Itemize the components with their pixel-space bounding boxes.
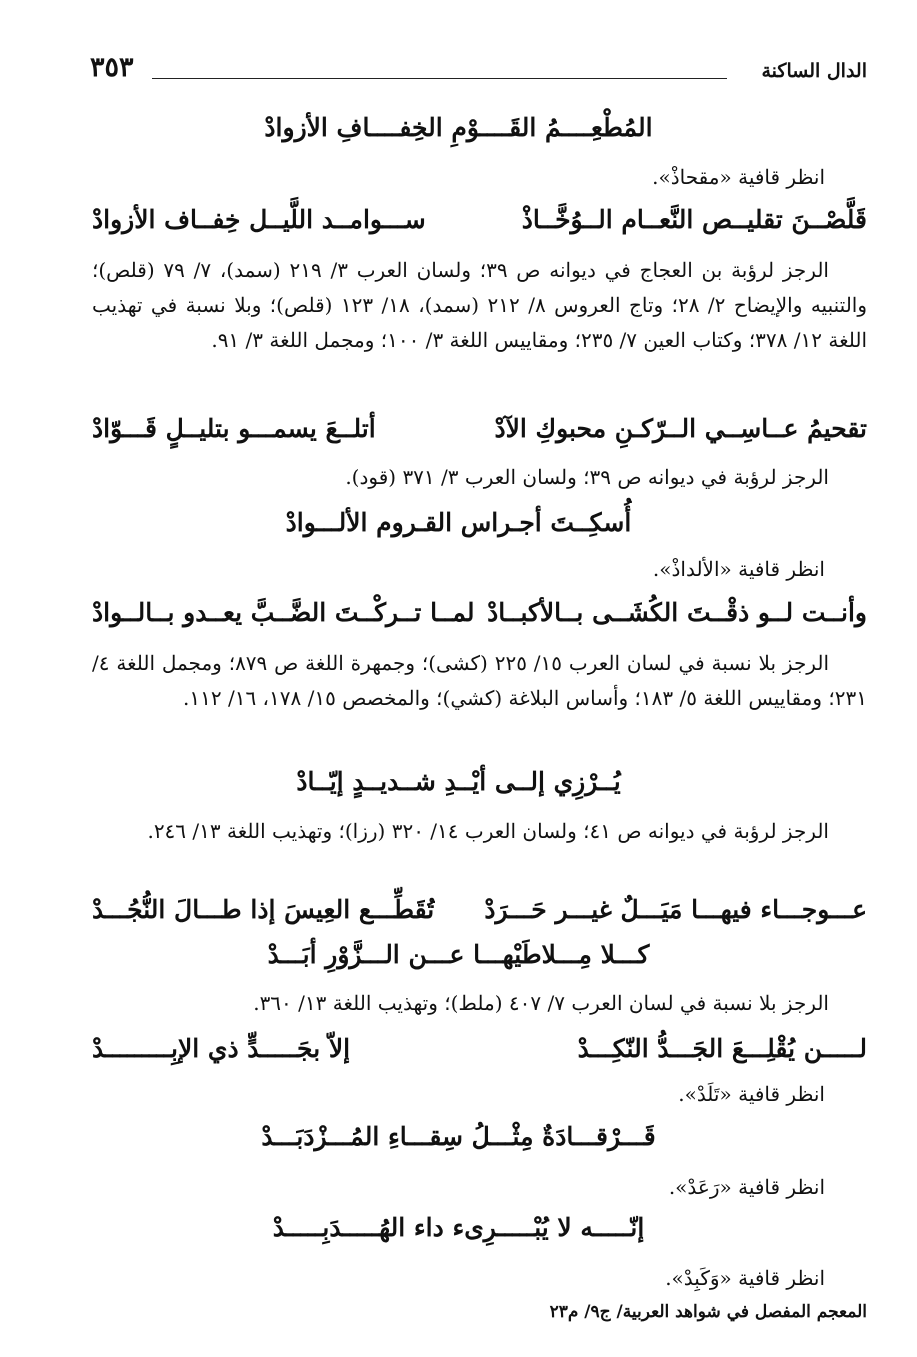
verse-hemistich-right: عـــوجـــاء فيهـــا مَيَـــلٌ غيـــر حَـــرَدْ bbox=[484, 895, 867, 924]
citation-paragraph: الرجز بلا نسبة في لسان العرب ١٥/ ٢٢٥ (كشى)؛ وجمهرة اللغة ص ٨٧٩؛ ومجمل اللغة ٤/ ٢٣١؛ ومقاييس اللغة ٥/ ١٨٣؛ وأساس البلاغة (كشي)؛ والمخصص ١٥/ ١٧٨، ١٦/ ١١٢. bbox=[92, 651, 867, 710]
verse-hemistich-left: ســـوامــد اللَّيــل خِفــاف الأزوادْ bbox=[92, 205, 426, 234]
cross-reference-note: انظر قافية «تَلَدْ». bbox=[678, 1082, 825, 1106]
verse-hemistich-left: لمــا تــركْــتَ الضَّــبَّ يعــدو بــالــوادْ bbox=[92, 598, 475, 627]
verse-hemistich-right: قَلَّصْــنَ تقليــص النَّعــام الــوُخَّــاذْ bbox=[521, 205, 867, 234]
header-rule bbox=[152, 78, 727, 79]
page-number: ٣٥٣ bbox=[90, 52, 134, 83]
cross-reference-note: انظر قافية «مقحاذْ». bbox=[652, 165, 825, 189]
citation-paragraph: الرجز بلا نسبة في لسان العرب ٧/ ٤٠٧ (ملط)؛ وتهذيب اللغة ١٣/ ٣٦٠. bbox=[253, 991, 829, 1015]
verse-hemistich-left: إلاّ بجَـــــدٍّ ذي الإبِـــــــــدْ bbox=[92, 1034, 351, 1063]
cross-reference-note: انظر قافية «رَعَدْ». bbox=[668, 1175, 825, 1199]
section-title: الدال الساكنة bbox=[761, 60, 867, 82]
verse-hemistich-left: تُقَطِّـــع العِيسَ إذا طـــالَ النُّجُـــدْ bbox=[92, 895, 435, 924]
citation-paragraph: الرجز لرؤبة في ديوانه ص ٣٩؛ ولسان العرب ٣/ ٣٧١ (قود). bbox=[345, 465, 829, 489]
verse-line: كـــلا مِـــلاطَيْهـــا عـــن الـــزَّوْرِ أبَـــدْ bbox=[267, 940, 650, 969]
verse-line: يُــرْزِي إلــى أيْــدِ شــديــدٍ إيّــادْ bbox=[296, 767, 621, 796]
cross-reference-note: انظر قافية «الألداذْ». bbox=[652, 557, 825, 581]
cross-reference-note: انظر قافية «وَكَبِدْ». bbox=[665, 1266, 825, 1290]
verse-line: قَـــرْقـــادَةٌ مِثْـــلُ سِقـــاءِ المُـــزْدَبَـــدْ bbox=[261, 1122, 656, 1151]
citation-paragraph: الرجز لرؤبة في ديوانه ص ٤١؛ ولسان العرب ١٤/ ٣٢٠ (رزا)؛ وتهذيب اللغة ١٣/ ٢٤٦. bbox=[147, 819, 829, 843]
verse-line: أُسكِــتَ أجـراس القـروم الألـــوادْ bbox=[285, 508, 632, 537]
verse-hemistich-right: لـــــن يُقْلِـــعَ الجَـــدُّ النّكِـــدْ bbox=[577, 1034, 867, 1063]
citation-paragraph: الرجز لرؤبة بن العجاج في ديوانه ص ٣٩؛ ولسان العرب ٣/ ٢١٩ (سمد)، ٧/ ٧٩ (قلص)؛ والتنبيه والإيضاح ٢/ ٢٨؛ وتاج العروس ٨/ ٢١٢ (سمد)، ١٨/ ١٢٣ (قلص)؛ وبلا نسبة في تهذيب اللغة ١٢/ ٣٧٨؛ وكتاب العين ٧/ ٢٣٥؛ ومقاييس اللغة ٣/ ١٠٠؛ ومجمل اللغة ٣/ ٩١. bbox=[92, 258, 867, 352]
book-footer-signature: المعجم المفصل في شواهد العربية/ ج٩/ م٢٣ bbox=[549, 1302, 867, 1322]
verse-line: المُطْعِــــمُ القَــــوْمِ الخِفــــافِ الأزوادْ bbox=[264, 113, 653, 142]
verse-hemistich-right: وأنــت لــو ذقْــتَ الكُشَــى بــالأكبــادْ bbox=[487, 598, 867, 627]
verse-hemistich-right: تقحيمُ عــاسِــي الــرّكـنِ محبوكِ الآدْ bbox=[494, 414, 867, 443]
verse-hemistich-left: أتلــعَ يسمـــو بتليــلٍ قَـــوّادْ bbox=[92, 414, 376, 443]
verse-line: إنّـــــه لا يُبْـــــرِىء داء الهُـــــدَبِـــــدْ bbox=[272, 1213, 645, 1242]
